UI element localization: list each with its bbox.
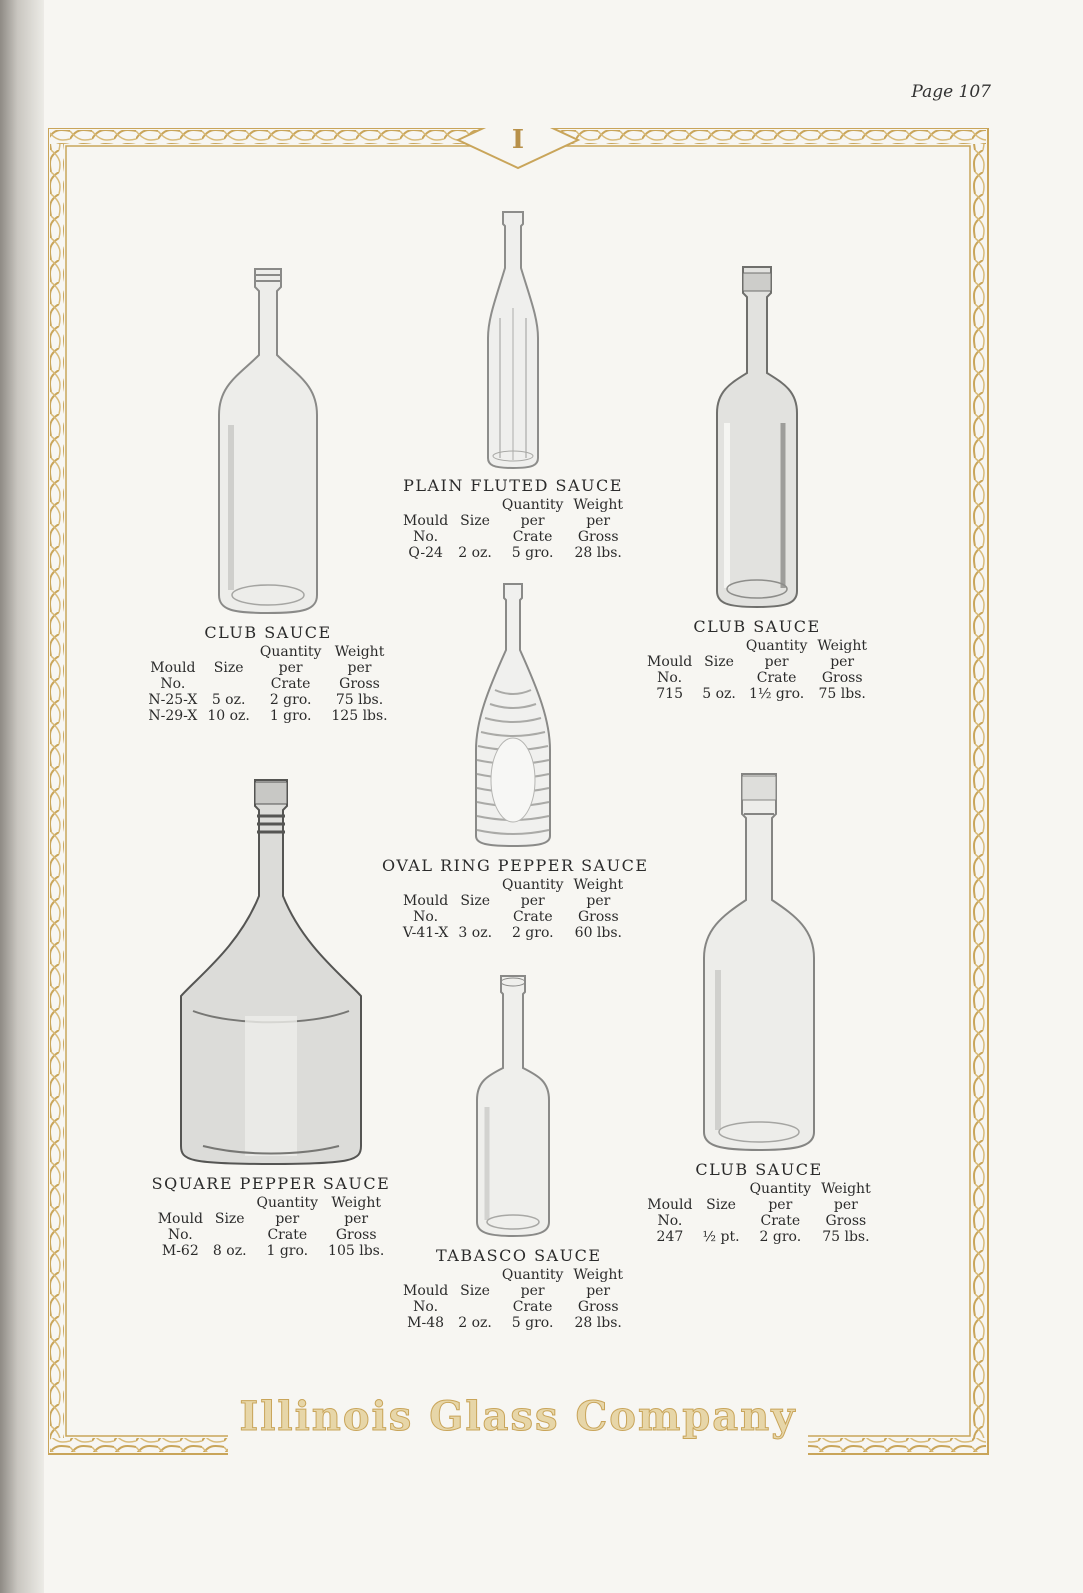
spec-table: Quantity Weight Mould Size per per No. Crate Gross N-25-X 5 oz. 2 gro. 75 lbs. N-29-X 10 oz. 1 gro. 125 lbs. xyxy=(143,644,392,724)
product-plain-fluted-sauce xyxy=(382,208,644,561)
product-title: CLUB SAUCE xyxy=(693,617,821,636)
club-bottle-illustration xyxy=(711,263,803,611)
spec-table: Quantity Weight Mould Size per per No. Crate Gross M-48 2 oz. 5 gro. 28 lbs. xyxy=(398,1267,628,1331)
spec-table: Quantity Weight Mould Size per per No. Crate Gross V-41-X 3 oz. 2 gro. 60 lbs. xyxy=(398,877,628,941)
table-row: N-29-X 10 oz. 1 gro. 125 lbs. xyxy=(148,708,388,724)
product-title: CLUB SAUCE xyxy=(695,1160,823,1179)
product-title: CLUB SAUCE xyxy=(204,623,332,642)
spec-table: Quantity Weight Mould Size per per No. Crate Gross 715 5 oz. 1½ gro. 75 lbs. xyxy=(642,638,872,702)
company-name-footer: Illinois Glass Company xyxy=(239,1393,797,1440)
spec-table: Quantity Weight Mould Size per per No. Crate Gross M-62 8 oz. 1 gro. 105 lbs. xyxy=(153,1195,390,1259)
club-bottle-illustration xyxy=(213,265,323,617)
table-row: 715 5 oz. 1½ gro. 75 lbs. xyxy=(656,686,866,702)
product-title: TABASCO SAUCE xyxy=(436,1246,602,1265)
product-club-sauce-left xyxy=(138,265,398,724)
product-club-sauce-bottom xyxy=(628,770,890,1245)
book-spine-shadow xyxy=(0,0,44,1593)
table-row: V-41-X 3 oz. 2 gro. 60 lbs. xyxy=(402,925,623,941)
product-tabasco-sauce xyxy=(382,972,644,1331)
spec-table: Quantity Weight Mould Size per per No. Crate Gross 247 ½ pt. 2 gro. 75 lbs. xyxy=(642,1181,875,1245)
table-row: M-48 2 oz. 5 gro. 28 lbs. xyxy=(407,1315,622,1331)
page-number: Page 107 xyxy=(911,82,991,102)
product-title: SQUARE PEPPER SAUCE xyxy=(151,1174,391,1193)
product-square-pepper-sauce xyxy=(140,776,402,1259)
tabasco-bottle-illustration xyxy=(471,972,555,1240)
product-title: PLAIN FLUTED SAUCE xyxy=(403,476,623,495)
product-club-sauce-right xyxy=(628,263,886,702)
oval-ring-bottle-illustration xyxy=(468,580,558,850)
club-bottle-illustration xyxy=(698,770,820,1154)
table-row: M-62 8 oz. 1 gro. 105 lbs. xyxy=(161,1243,385,1259)
table-row: 247 ½ pt. 2 gro. 75 lbs. xyxy=(656,1229,870,1245)
table-row: Q-24 2 oz. 5 gro. 28 lbs. xyxy=(408,545,622,561)
product-title: OVAL RING PEPPER SAUCE xyxy=(382,856,649,875)
spec-table: Quantity Weight Mould Size per per No. Crate Gross Q-24 2 oz. 5 gro. 28 lbs. xyxy=(398,497,628,561)
emblem-letter: I xyxy=(511,125,525,155)
square-bottle-illustration xyxy=(173,776,369,1168)
table-row: N-25-X 5 oz. 2 gro. 75 lbs. xyxy=(148,692,384,708)
plain-fluted-bottle-illustration xyxy=(478,208,548,470)
product-oval-ring-pepper-sauce xyxy=(382,580,649,941)
